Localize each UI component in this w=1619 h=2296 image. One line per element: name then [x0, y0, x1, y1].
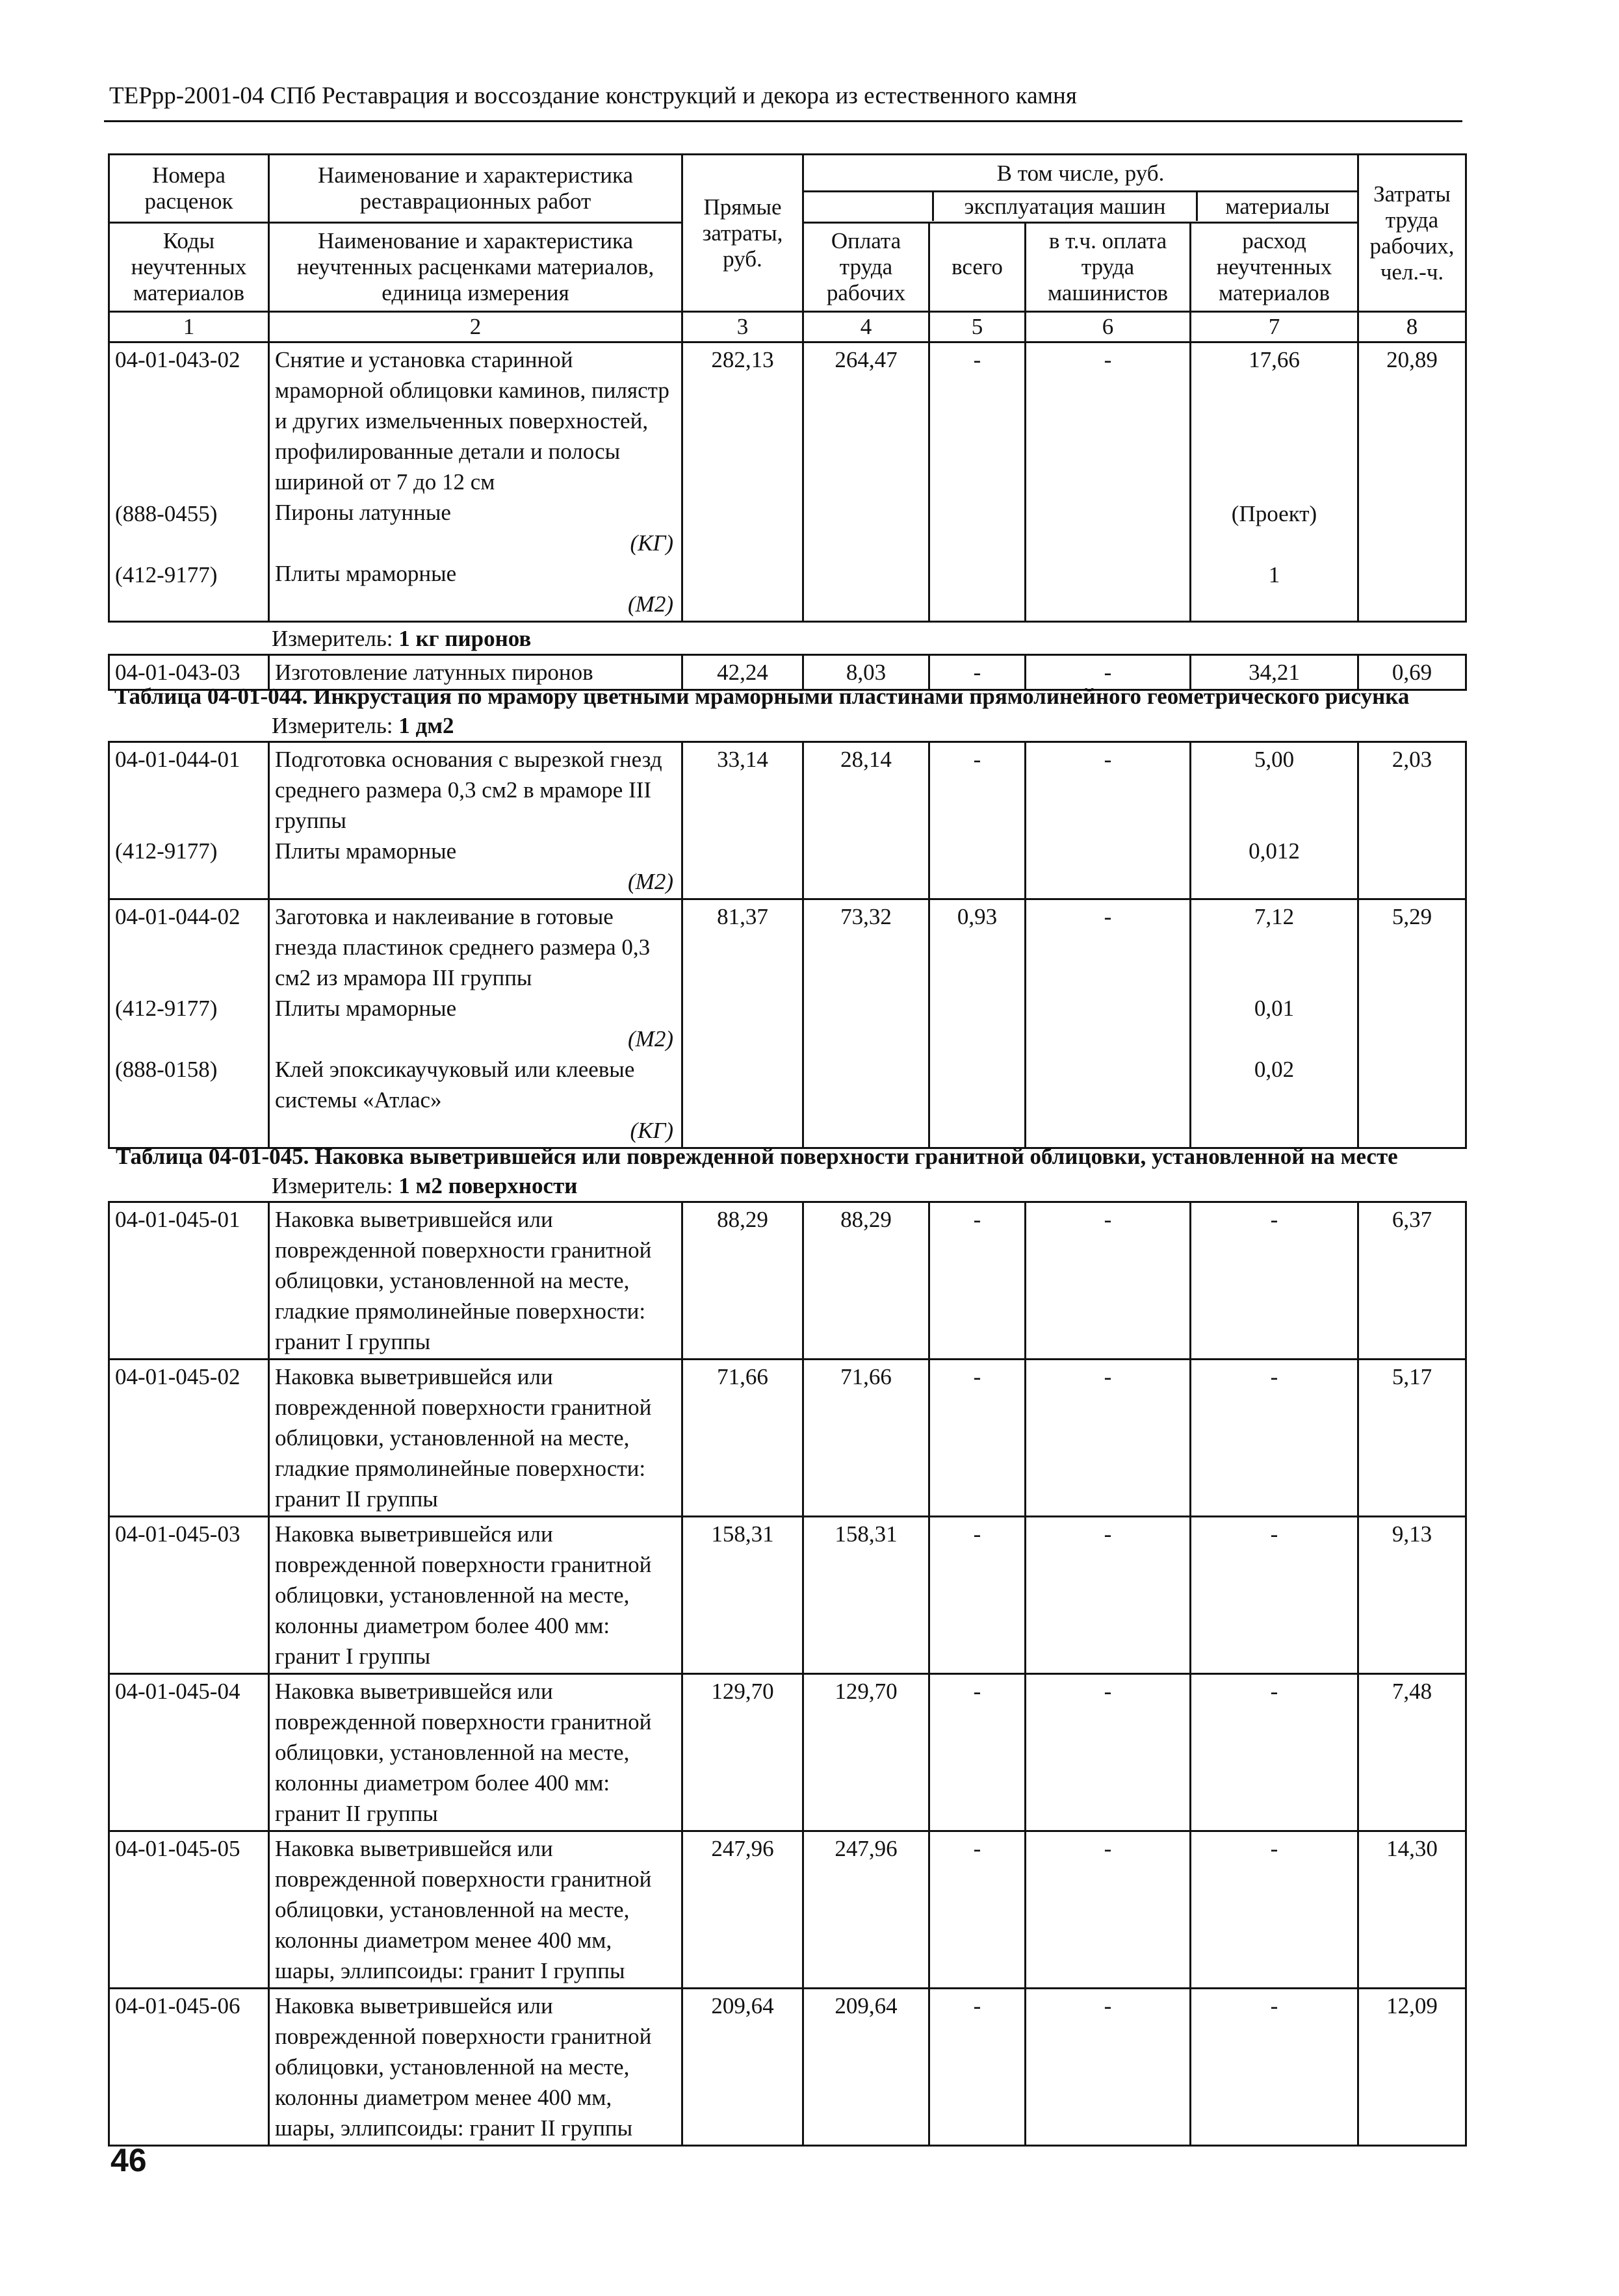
material-code: (412-9177) — [115, 996, 218, 1021]
work-name: Наковка выветрившейся или поврежденной поверхности гранитной облицовки, установленной на месте, колонны диаметром менее 400 мм, шары, эллипсоиды: гранит I группы — [269, 1831, 682, 1989]
measure-value: 1 м2 поверхности — [398, 1173, 578, 1198]
work-name: Наковка выветрившейся или поврежденной поверхности гранитной облицовки, установленной на месте, гладкие прямолинейные поверхности: гранит II группы — [269, 1360, 682, 1517]
material-name: Пироны латунные — [275, 500, 451, 525]
direct-costs: 282,13 — [682, 342, 803, 622]
machinist-pay: - — [1026, 899, 1191, 1148]
labor-pay: 209,64 — [803, 1989, 929, 2146]
col-group-spacer — [804, 192, 934, 221]
materials-cell — [1191, 742, 1358, 899]
rate-code-cell — [109, 899, 269, 1148]
labor-pay: 88,29 — [803, 1202, 929, 1360]
material-unit: (КГ) — [630, 530, 673, 556]
material-code: (412-9177) — [115, 562, 218, 587]
labor-pay: 8,03 — [803, 655, 929, 690]
labor-hours: 0,69 — [1358, 655, 1466, 690]
rates-table-045 — [108, 1201, 1467, 2147]
rate-code: 04-01-045-01 — [109, 1202, 269, 1360]
material-unit: (М2) — [628, 869, 673, 894]
material-qty: 0,012 — [1249, 838, 1300, 864]
materials-cost: - — [1191, 1989, 1358, 2146]
table-row — [109, 1517, 1466, 1674]
material-code: (412-9177) — [115, 838, 218, 864]
machinist-pay: - — [1026, 1360, 1191, 1517]
rate-code: 04-01-045-04 — [109, 1674, 269, 1831]
machines-total: - — [929, 1360, 1026, 1517]
machines-total: - — [929, 1517, 1026, 1674]
direct-costs: 42,24 — [682, 655, 803, 690]
materials-cost: 5,00 — [1254, 747, 1295, 772]
col-material-codes: Коды неучтенных материалов — [109, 223, 269, 312]
col-work-name: Наименование и характеристика реставрационных работ — [269, 155, 682, 223]
materials-cost: - — [1191, 1517, 1358, 1674]
table-row — [109, 1360, 1466, 1517]
col-num: 2 — [269, 312, 682, 342]
direct-costs: 81,37 — [682, 899, 803, 1148]
machinist-pay: - — [1026, 1517, 1191, 1674]
material-qty: 0,01 — [1254, 996, 1295, 1021]
measure-line — [108, 711, 1465, 741]
measure-label: Измеритель: — [272, 626, 393, 651]
machines-total: - — [929, 655, 1026, 690]
material-name: Плиты мраморные — [275, 838, 457, 864]
work-name-cell — [269, 342, 682, 622]
labor-pay: 28,14 — [803, 742, 929, 899]
measure-line — [108, 1171, 1465, 1201]
work-name-cell — [269, 742, 682, 899]
material-qty: 0,02 — [1254, 1057, 1295, 1082]
labor-hours: 2,03 — [1358, 742, 1466, 899]
machines-total: 0,93 — [929, 899, 1026, 1148]
work-name: Наковка выветрившейся или поврежденной поверхности гранитной облицовки, установленной на месте, колонны диаметром более 400 мм: гранит II группы — [269, 1674, 682, 1831]
direct-costs: 129,70 — [682, 1674, 803, 1831]
rate-code-cell — [109, 742, 269, 899]
material-unit: (М2) — [628, 591, 673, 617]
rates-table-043 — [108, 153, 1467, 623]
machines-total: - — [929, 1202, 1026, 1360]
table-045-body — [109, 1202, 1466, 2146]
measure-line — [108, 623, 1465, 654]
col-material-consumption: расход неучтенных материалов — [1191, 223, 1358, 312]
material-code: (888-0158) — [115, 1057, 218, 1082]
machinist-pay: - — [1026, 1989, 1191, 2146]
rates-table-044 — [108, 741, 1467, 1149]
materials-cell — [1191, 899, 1358, 1148]
table-044-section — [108, 682, 1465, 1149]
table-row — [109, 742, 1466, 899]
col-rate-number: Номера расценок — [109, 155, 269, 223]
col-material-name: Наименование и характеристика неучтенных расценками материалов, единица измерения — [269, 223, 682, 312]
direct-costs: 247,96 — [682, 1831, 803, 1989]
header-row-1 — [109, 155, 1466, 223]
direct-costs: 209,64 — [682, 1989, 803, 2146]
direct-costs: 33,14 — [682, 742, 803, 899]
table-row — [109, 1989, 1466, 2146]
material-unit: (М2) — [628, 1026, 673, 1051]
material-qty: 1 — [1268, 562, 1280, 587]
machines-total: - — [929, 1674, 1026, 1831]
machinist-pay: - — [1026, 342, 1191, 622]
rate-code: 04-01-044-02 — [115, 904, 240, 929]
work-name-cell — [269, 899, 682, 1148]
col-num: 7 — [1191, 312, 1358, 342]
labor-pay: 264,47 — [803, 342, 929, 622]
work-name: Наковка выветрившейся или поврежденной поверхности гранитной облицовки, установленной на месте, колонны диаметром менее 400 мм, шары, эллипсоиды: гранит II группы — [269, 1989, 682, 2146]
materials-cost: 17,66 — [1249, 347, 1300, 372]
measure-value: 1 кг пиронов — [398, 626, 532, 651]
material-name: Плиты мраморные — [275, 996, 457, 1021]
labor-hours: 12,09 — [1358, 1989, 1466, 2146]
col-num: 3 — [682, 312, 803, 342]
col-num: 4 — [803, 312, 929, 342]
rate-code: 04-01-045-03 — [109, 1517, 269, 1674]
machinist-pay: - — [1026, 655, 1191, 690]
page-header — [109, 77, 1462, 122]
col-num: 6 — [1026, 312, 1191, 342]
rate-code: 04-01-045-06 — [109, 1989, 269, 2146]
labor-hours: 6,37 — [1358, 1202, 1466, 1360]
direct-costs: 158,31 — [682, 1517, 803, 1674]
materials-cost: - — [1191, 1831, 1358, 1989]
labor-hours: 5,29 — [1358, 899, 1466, 1148]
measure-value: 1 дм2 — [398, 713, 454, 738]
rate-code-cell — [109, 342, 269, 622]
labor-hours: 20,89 — [1358, 342, 1466, 622]
direct-costs: 71,66 — [682, 1360, 803, 1517]
col-machinist-pay: в т.ч. оплата труда машинистов — [1026, 223, 1191, 312]
col-machines-total: всего — [929, 223, 1026, 312]
labor-hours: 5,17 — [1358, 1360, 1466, 1517]
table-row — [109, 342, 1466, 622]
machinist-pay: - — [1026, 742, 1191, 899]
labor-pay: 247,96 — [803, 1831, 929, 1989]
col-labor-hours: Затраты труда рабочих, чел.-ч. — [1358, 155, 1466, 312]
table-045-section — [108, 1142, 1465, 2147]
col-group-including — [803, 155, 1358, 223]
machinist-pay: - — [1026, 1831, 1191, 1989]
table-row — [109, 1674, 1466, 1831]
machines-total: - — [929, 342, 1026, 622]
table-caption: Таблица 04-01-045. Наковка выветрившейся или поврежденной поверхности гранитной облицовки, установленной на месте — [116, 1144, 1398, 1169]
col-direct-costs: Прямые затраты, руб. — [682, 155, 803, 312]
measure-label: Измеритель: — [272, 713, 393, 738]
materials-cost: - — [1191, 1202, 1358, 1360]
work-name: Снятие и установка старинной мраморной облицовки каминов, пилястр и других измельченных поверхностей, профилированные детали и полосы шириной от 7 до 12 см — [275, 347, 669, 495]
material-name: Клей эпоксикаучуковый или клеевые системы «Атлас» — [275, 1057, 635, 1113]
materials-cost: 34,21 — [1191, 655, 1358, 690]
rate-code: 04-01-043-03 — [109, 655, 269, 690]
col-group-title: В том числе, руб. — [996, 160, 1165, 186]
labor-pay: 71,66 — [803, 1360, 929, 1517]
labor-hours: 7,48 — [1358, 1674, 1466, 1831]
direct-costs: 88,29 — [682, 1202, 803, 1360]
work-name: Наковка выветрившейся или поврежденной поверхности гранитной облицовки, установленной на месте, колонны диаметром более 400 мм: гранит I группы — [269, 1517, 682, 1674]
machines-total: - — [929, 1989, 1026, 2146]
table-row — [109, 899, 1466, 1148]
column-number-row — [109, 312, 1466, 342]
table-043-section — [108, 153, 1465, 691]
material-code: (888-0455) — [115, 501, 218, 526]
table-row — [109, 1831, 1466, 1989]
col-labor-pay: Оплата труда рабочих — [803, 223, 929, 312]
labor-pay: 129,70 — [803, 1674, 929, 1831]
measure-label: Измеритель: — [272, 1173, 393, 1198]
labor-hours: 9,13 — [1358, 1517, 1466, 1674]
page-number: 46 — [110, 2142, 147, 2178]
rate-code: 04-01-045-02 — [109, 1360, 269, 1517]
col-machines: эксплуатация машин — [934, 192, 1198, 221]
rate-code: 04-01-043-02 — [115, 347, 240, 372]
table-caption: Таблица 04-01-044. Инкрустация по мрамору цветными мраморными пластинами прямолинейного геометрического рисунка — [114, 684, 1410, 709]
machines-total: - — [929, 742, 1026, 899]
materials-cost: - — [1191, 1674, 1358, 1831]
material-name: Плиты мраморные — [275, 561, 457, 586]
work-name: Подготовка основания с вырезкой гнезд среднего размера 0,3 см2 в мраморе III группы — [275, 747, 662, 833]
work-name: Изготовление латунных пиронов — [269, 655, 682, 690]
document-title: ТЕРрр-2001-04 СПб Реставрация и воссоздание конструкций и декора из естественного камня — [109, 83, 1077, 109]
rate-code: 04-01-045-05 — [109, 1831, 269, 1989]
material-qty: (Проект) — [1231, 501, 1317, 526]
col-materials: материалы — [1225, 193, 1330, 219]
materials-cell — [1191, 342, 1358, 622]
labor-pay: 73,32 — [803, 899, 929, 1148]
col-num: 5 — [929, 312, 1026, 342]
col-num: 8 — [1358, 312, 1466, 342]
materials-cost: 7,12 — [1254, 904, 1295, 929]
labor-hours: 14,30 — [1358, 1831, 1466, 1989]
header-rule — [104, 120, 1462, 122]
materials-cost: - — [1191, 1360, 1358, 1517]
machinist-pay: - — [1026, 1202, 1191, 1360]
table-row — [109, 1202, 1466, 1360]
work-name: Наковка выветрившейся или поврежденной поверхности гранитной облицовки, установленной на месте, гладкие прямолинейные поверхности: гранит I группы — [269, 1202, 682, 1360]
col-num: 1 — [109, 312, 269, 342]
labor-pay: 158,31 — [803, 1517, 929, 1674]
col-group-subheads — [804, 190, 1357, 221]
machines-total: - — [929, 1831, 1026, 1989]
work-name: Заготовка и наклеивание в готовые гнезда пластинок среднего размера 0,3 см2 из мрамора III группы — [275, 904, 651, 990]
rate-code: 04-01-044-01 — [115, 747, 240, 772]
material-unit: (КГ) — [630, 1118, 673, 1143]
machinist-pay: - — [1026, 1674, 1191, 1831]
